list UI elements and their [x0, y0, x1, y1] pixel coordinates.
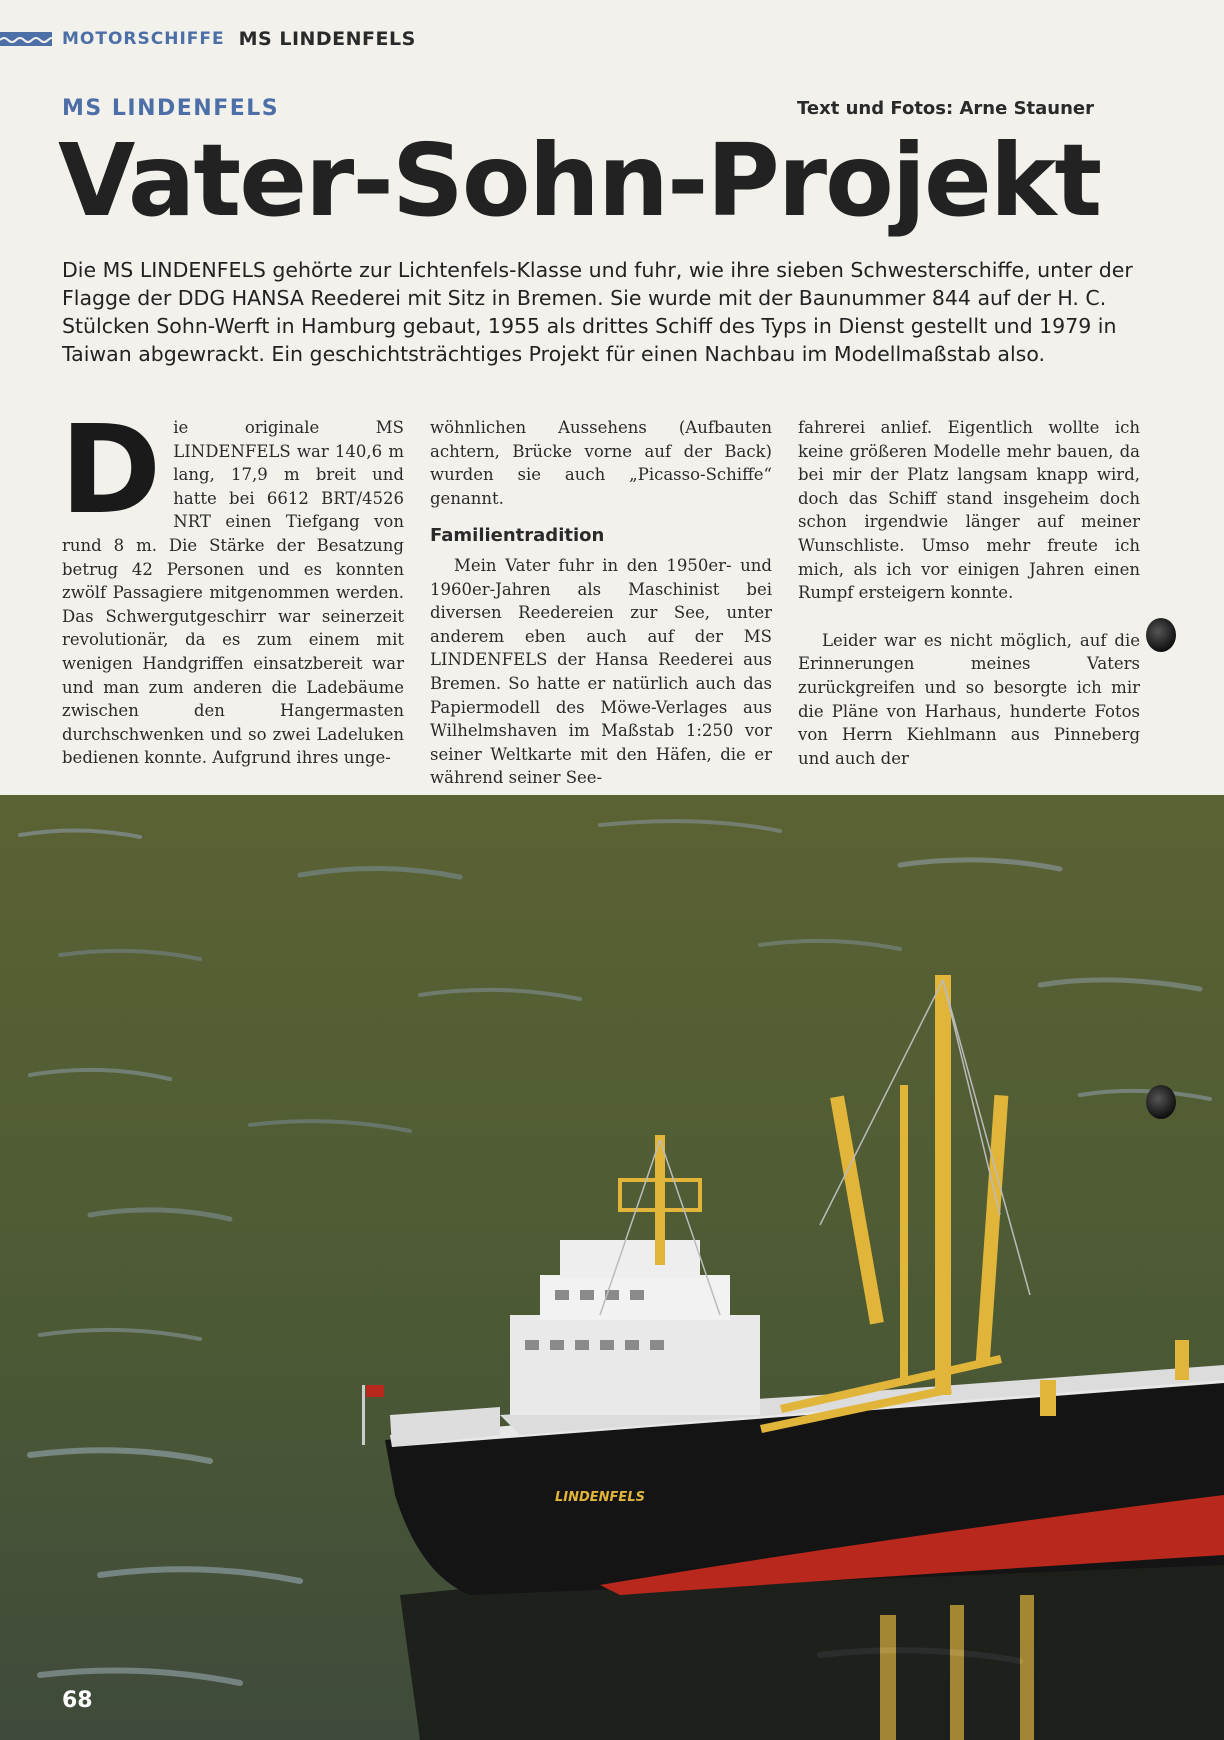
article-lead: Die MS LINDENFELS gehörte zur Lichtenfels-Klasse und fuhr, wie ihre sieben Schwesterschiffe, unter der Flagge der DDG HANSA Reederei mit Sitz in Bremen. Sie wurde mit der Baunummer 844 auf der H. C. Stülcken Sohn-Werft in Hamburg gebaut, 1955 als drittes Schiff des Typs in Dienst gestellt und 1979 in Taiwan abgewrackt. Ein geschichtsträchtiges Projekt für einen Nachbau im Modellmaßstab also.	[62, 258, 1133, 366]
ship-photo	[0, 795, 1224, 1740]
running-title: MS LINDENFELS	[238, 28, 416, 50]
punch-hole	[1146, 618, 1176, 652]
ship-illustration	[0, 795, 1224, 1740]
text-column-1	[60, 399, 404, 770]
column-2-text-a: wöhnlichen Aussehens (Aufbauten achtern, Brücke vorne auf der Back) wurden sie auch „Picasso-Schiffe“ genannt.	[430, 418, 772, 508]
article-byline: Text und Fotos: Arne Stauner	[797, 98, 1094, 119]
page-number: 68	[62, 1688, 93, 1713]
punch-hole	[1146, 1085, 1176, 1119]
section-label: MOTORSCHIFFE	[62, 29, 225, 49]
drop-cap: D	[60, 399, 162, 541]
column-3-text-b: Leider war es nicht möglich, auf die Erinnerungen meines Vaters zurückgreifen und so besorgte ich mir die Pläne von Harhaus, hunderte Fotos von Herrn Kiehlmann aus Pinneberg und auch der	[798, 630, 1140, 768]
column-3-text-a: fahrerei anlief. Eigentlich wollte ich keine größeren Modelle mehr bauen, da bei mir der Platz langsam knapp wird, doch das Schiff stand insgeheim doch schon irgendwie länger auf meiner Wunschliste. Umso mehr freute ich mich, als ich vor einigen Jahren einen Rumpf ersteigern konnte.	[798, 418, 1140, 603]
text-column-3	[798, 416, 1140, 770]
subheading: Familientradition	[430, 525, 605, 547]
article-headline: Vater-Sohn-Projekt	[58, 122, 1101, 239]
article-kicker: MS LINDENFELS	[62, 96, 280, 121]
column-1-text: ie originale MS LINDENFELS war 140,6 m lang, 17,9 m breit und hatte bei 6612 BRT/4526 NRT einen Tiefgang von rund 8 m. Die Stärke der Besatzung betrug 42 Personen und es konnten zwölf Passagiere mitgenommen werden. Das Schwergutgeschirr war seinerzeit revolutionär, da es zum einem mit wenigen Handgriffen einsatzbereit war und man zum anderen die Ladebäume zwischen den Hangermasten durchschwenken und so zwei Ladeluken bedienen konnte. Aufgrund ihres unge-	[62, 418, 404, 768]
text-column-2	[430, 416, 772, 790]
wave-icon	[0, 32, 52, 46]
running-header	[0, 24, 416, 54]
column-2-text-b: Mein Vater fuhr in den 1950er- und 1960er-Jahren als Maschinist bei diversen Reedereien zur See, unter anderem eben auch auf der MS LINDENFELS der Hansa Reederei aus Bremen. So hatte er natürlich auch das Papiermodell des Möwe-Verlages aus Wilhelmshaven im Maßstab 1:250 vor seiner Weltkarte mit den Häfen, die er während seiner See-	[430, 555, 772, 788]
hull-name-label: LINDENFELS	[555, 1490, 645, 1505]
